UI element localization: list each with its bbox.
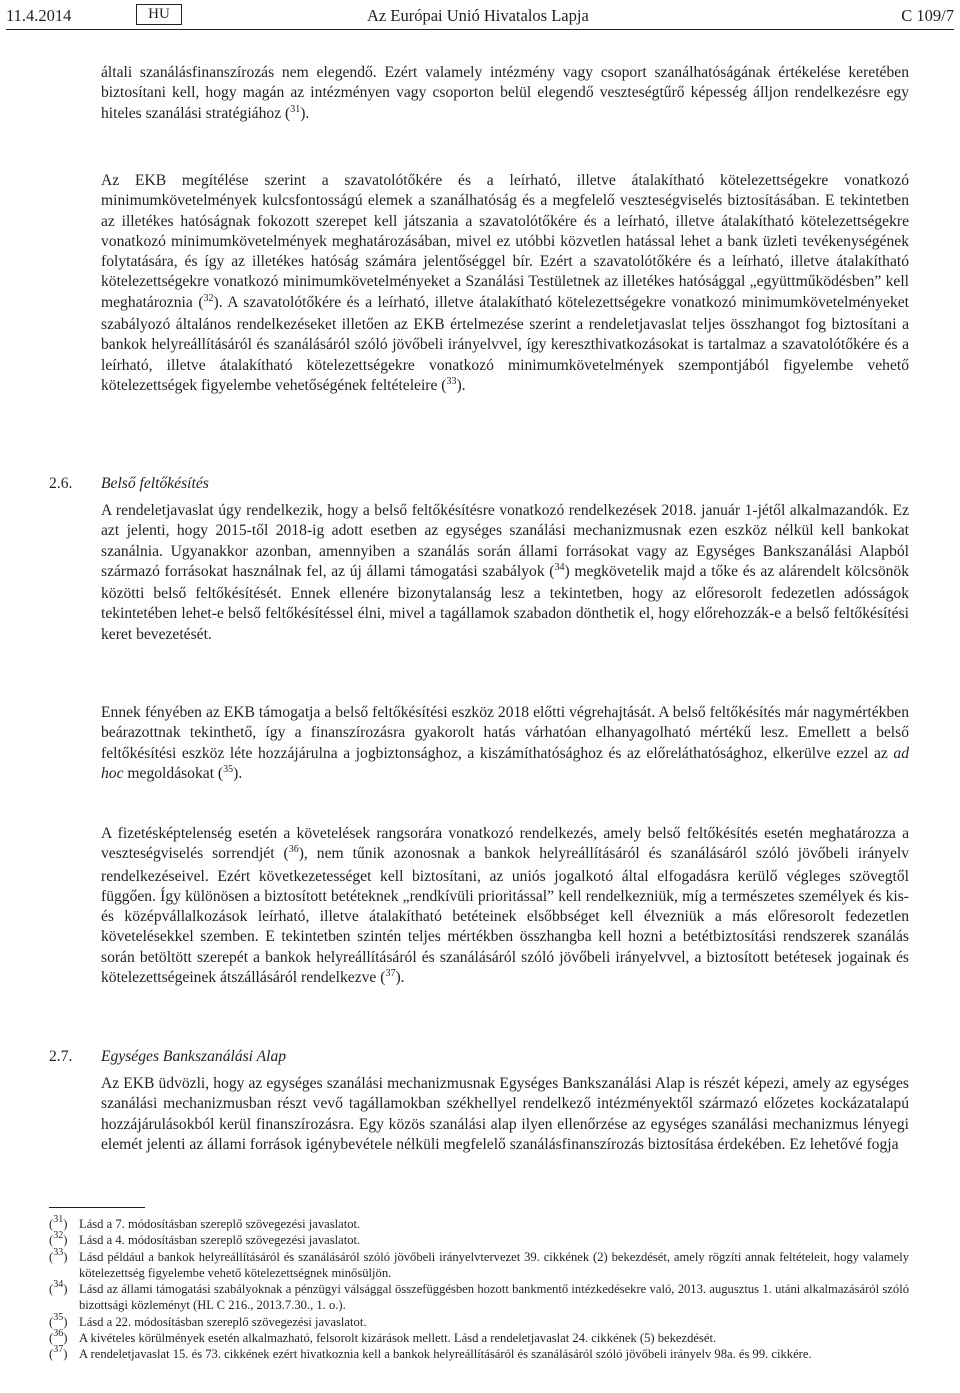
paragraph-text: általi szanálásfinanszírozás nem elegendő. Ezért valamely intézmény vagy csoport szanálhatóságának értékelése keretében biztosítani kell, hogy magán az intézményen vagy csoporton belül elegendő veszteségtűrő képesség álljon rendelkezésre egy hiteles szanálási stratégiához ( — [101, 64, 909, 122]
footnote-mark: ($^{36}$) — [49, 1328, 68, 1346]
header-rule — [6, 29, 954, 30]
page-header — [6, 2, 954, 28]
footnote-rule — [49, 1207, 145, 1208]
paragraph-3 — [101, 501, 909, 645]
footnote-ref[interactable]: 31 — [290, 103, 301, 115]
italic-phrase: ad hoc — [101, 744, 909, 782]
footnote-ref[interactable]: 35 — [223, 763, 234, 775]
paragraph-text: ). — [300, 104, 310, 122]
paragraph-text: Az EKB megítélése szerint a szavatolótőkére és a leírható, illetve átalakítható kötelezettségekre vonatkozó minimumkövetelmények kulcsfontosságú elemek a szanálhatóság és a megfelelő veszteségviselés biztosításában. E tekintetben az illetékes hatóságnak fokozott szerepet kell játszania a szavatolótőkére és a leírható, illetve átalakítható kötelezettségekre vonatkozó minimumkövetelmények meghatározásában, mivel ez utóbbi közvetlen hatással lehet a bank üzleti tevékenységének folytatására, és így az illetékes hatóság számára jelentőséggel bír. Ezért a szavatolótőkére és a leírható, illetve átalakítható kötelezettségekre vonatkozó minimumkövetelményeket a Szanálási Testületnek az illetékes hatósággal „együttműködésben” kell meghatároznia ( — [101, 172, 909, 311]
footnote — [49, 1330, 909, 1346]
paragraph-text: Az EKB üdvözli, hogy az egységes szanálási mechanizmusnak Egységes Bankszanálási Alap is részét képezi, amely az egységes szanálási mechanizmusban részt vevő tagállamokban székhellyel rendelkező intézményektől származó előzetes kockázatalapú hozzájárulásokból kerül finanszírozásra. Egy közös szanálási alap ilyen ellenőrzése az egységes szanálási mechanizmus lényegi elemét jelenti az állami források igénybevétele nélküli megfelelő szanálásfinanszírozás biztosítása érdekében. Ez lehetővé fogja — [101, 1075, 909, 1153]
footnote-text: Lásd például a bankok helyreállításáról és szanálásáról szóló jövőbeli irányelvtervezet 39. cikkének (2) bekezdését, amely rögzíti annak feltételeit, hogy valamely kötelezettség figyelembe vehető kötelezettségnek minősüljön. — [79, 1249, 909, 1280]
paragraph-2 — [101, 171, 909, 398]
journal-title: Az Európai Unió Hivatalos Lapja — [367, 6, 589, 25]
footnote-ref[interactable]: 32 — [203, 292, 214, 304]
paragraph-text: ). — [233, 764, 243, 782]
footnote-text: A rendeletjavaslat 15. és 73. cikkének ezért hivatkoznia kell a bankok helyreállításáról és szanálásáról szóló jövőbeli irányelv 98a. és 99. cikkére. — [79, 1347, 812, 1362]
paragraph-text: Ennek fényében az EKB támogatja a belső feltőkésítési eszköz 2018 előtti végrehajtását. A belső feltőkésítés már nagymértékben beárazottnak tekinthető, így a finanszírozásra gyakorolt hatás várhatóan elhanyagolható mértékű lesz. Emellett a belső feltőkésítési eszköz léte hozzájárulna a jogbiztonsághoz, a kiszámíthatósághoz és az előreláthatósághoz, elkerülve ezzel az — [101, 704, 909, 762]
paragraph-1 — [101, 63, 909, 126]
footnote-mark: ($^{34}$) — [49, 1279, 68, 1297]
paragraph-text: ) megkövetelik majd a tőke és az alárendelt kölcsönök közötti belső feltőkésítését. Ennek ellenére bizonytalanság lesz a tekintetben, hogy az előresorolt fedezetlen adósságok tekintetében lehet-e belső feltőkésítéssel élni, mivel a tagállamok szabadon dönthetik el, hogy előrehozzák-e a belső feltőkésítési keret bevezetését. — [101, 562, 910, 643]
language-badge: HU — [136, 4, 182, 25]
footnote — [49, 1346, 909, 1362]
paragraph-text: A fizetésképtelenség esetén a követelések rangsorára vonatkozó rendelkezés, amely belső feltőkésítés esetén meghatározza a veszteségviselés sorrendjét ( — [101, 825, 909, 863]
footnotes — [49, 1216, 909, 1363]
section-number: 2.7. — [49, 1048, 73, 1065]
footnote-ref[interactable]: 34 — [554, 561, 565, 573]
paragraph-text: A rendeletjavaslat úgy rendelkezik, hogy a belső feltőkésítésre vonatkozó rendelkezések 2018. január 1-jétől alkalmazandók. Ez azt jelenti, hogy 2015-től 2018-ig adott esetben az egységes szanálási mechanizmusnak ezen eszköz nélkül kell bankokat szanálnia. Ugyanakkor azonban, amennyiben a szanálás során állami forrásokat vagy az Egységes Bankszanálási Alapból származó forrásokat használnak fel, az új állami támogatási szabályok ( — [101, 502, 909, 580]
footnote-mark: ($^{31}$) — [49, 1214, 68, 1231]
footnote-ref[interactable]: 37 — [385, 968, 396, 980]
section-title: Egységes Bankszanálási Alap — [101, 1048, 287, 1065]
footnote — [49, 1311, 909, 1330]
footnote — [49, 1232, 909, 1248]
paragraph-6 — [101, 1074, 909, 1155]
section-number: 2.6. — [49, 475, 73, 492]
footnote-text: Lásd a 4. módosításban szereplő szövegezési javaslatot. — [79, 1233, 361, 1248]
paragraph-4 — [101, 703, 909, 786]
paragraph-text: megoldásokat ( — [123, 764, 224, 782]
footnote-text: Lásd az állami támogatási szabályoknak a pénzügyi válsággal összefüggésben hozott bankmentő intézkedésekre való, 2013. augusztus 1. utáni alkalmazásáról szóló bizottsági közleményt (HL C 216., 2013.7.30., 1. o.). — [79, 1282, 909, 1313]
page-reference: C 109/7 — [901, 6, 954, 25]
footnote-ref[interactable]: 33 — [446, 375, 457, 387]
footnote — [49, 1246, 909, 1282]
footnote-mark: ($^{32}$) — [49, 1230, 68, 1248]
footnote — [49, 1216, 909, 1232]
footnote-text: A kivételes körülmények esetén alkalmazható, felsorolt kizárások mellett. Lásd a rendeletjavaslat 24. cikkének (5) bekezdését. — [79, 1331, 717, 1346]
paragraph-text: ), nem tűnik azonosnak a bankok helyreállításáról és szanálásáról szóló jövőbeli irányelv rendelkezéseivel. Ezért következetességet kell biztosítani, az uniós jogalkotó által elfogadásra kerülő végleges szövegtől függően. Így különösen a biztosított betéteknek „rendkívüli prioritással” kell rendelkezniük, míg a természetes személyek és kis- és középvállalkozások leírható, illetve átalakítható betéteinek elsőbbséget kell élvezniük a más előresorolt fedezetlen követelésekkel szemben. E tekintetben szintén teljes mértékben összhangba kell hozni a betétbiztosítási rendszerek szanálás során betöltött szerepét a bankok helyreállításáról és szanálásáról szóló jövőbeli irányelvvel, a biztosított betétesek jogainak és kötelezettségeinek átszállásáról rendelkezve ( — [101, 845, 910, 987]
publication-date: 11.4.2014 — [6, 6, 72, 25]
section-title: Belső feltőkésítés — [101, 475, 209, 492]
footnote-ref[interactable]: 36 — [288, 844, 299, 856]
paragraph-5 — [101, 824, 909, 990]
footnote-text: Lásd a 7. módosításban szereplő szövegezési javaslatot. — [79, 1217, 361, 1231]
paragraph-text: ). — [395, 969, 405, 987]
footnote-text: Lásd a 22. módosításban szereplő szövegezési javaslatot. — [79, 1314, 367, 1329]
footnote-mark: ($^{37}$) — [49, 1344, 68, 1362]
paragraph-text: ). A szavatolótőkére és a leírható, illetve átalakítható kötelezettségekre vonatkozó minimumkövetelményeket szabályozó általános rendelkezéseket illetően az EKB értelmezése szerint a rendeletjavaslat teljes összhangot fog biztosítani a bankok helyreállításáról és szanálásáról szóló jövőbeli irányelvvel, így kereszthivatkozásokat is tartalmaz a szavatolótőkére és a leírható, illetve átalakítható kötelezettségekre vonatkozó minimumkövetelmények szempontjából figyelembe vehető kötelezettségek figyelembe vehetőségének feltételeire ( — [101, 293, 910, 394]
footnote-mark: ($^{35}$) — [49, 1311, 68, 1329]
footnote — [49, 1281, 909, 1314]
paragraph-text: ). — [456, 376, 466, 394]
footnote-mark: ($^{33}$) — [49, 1246, 68, 1264]
